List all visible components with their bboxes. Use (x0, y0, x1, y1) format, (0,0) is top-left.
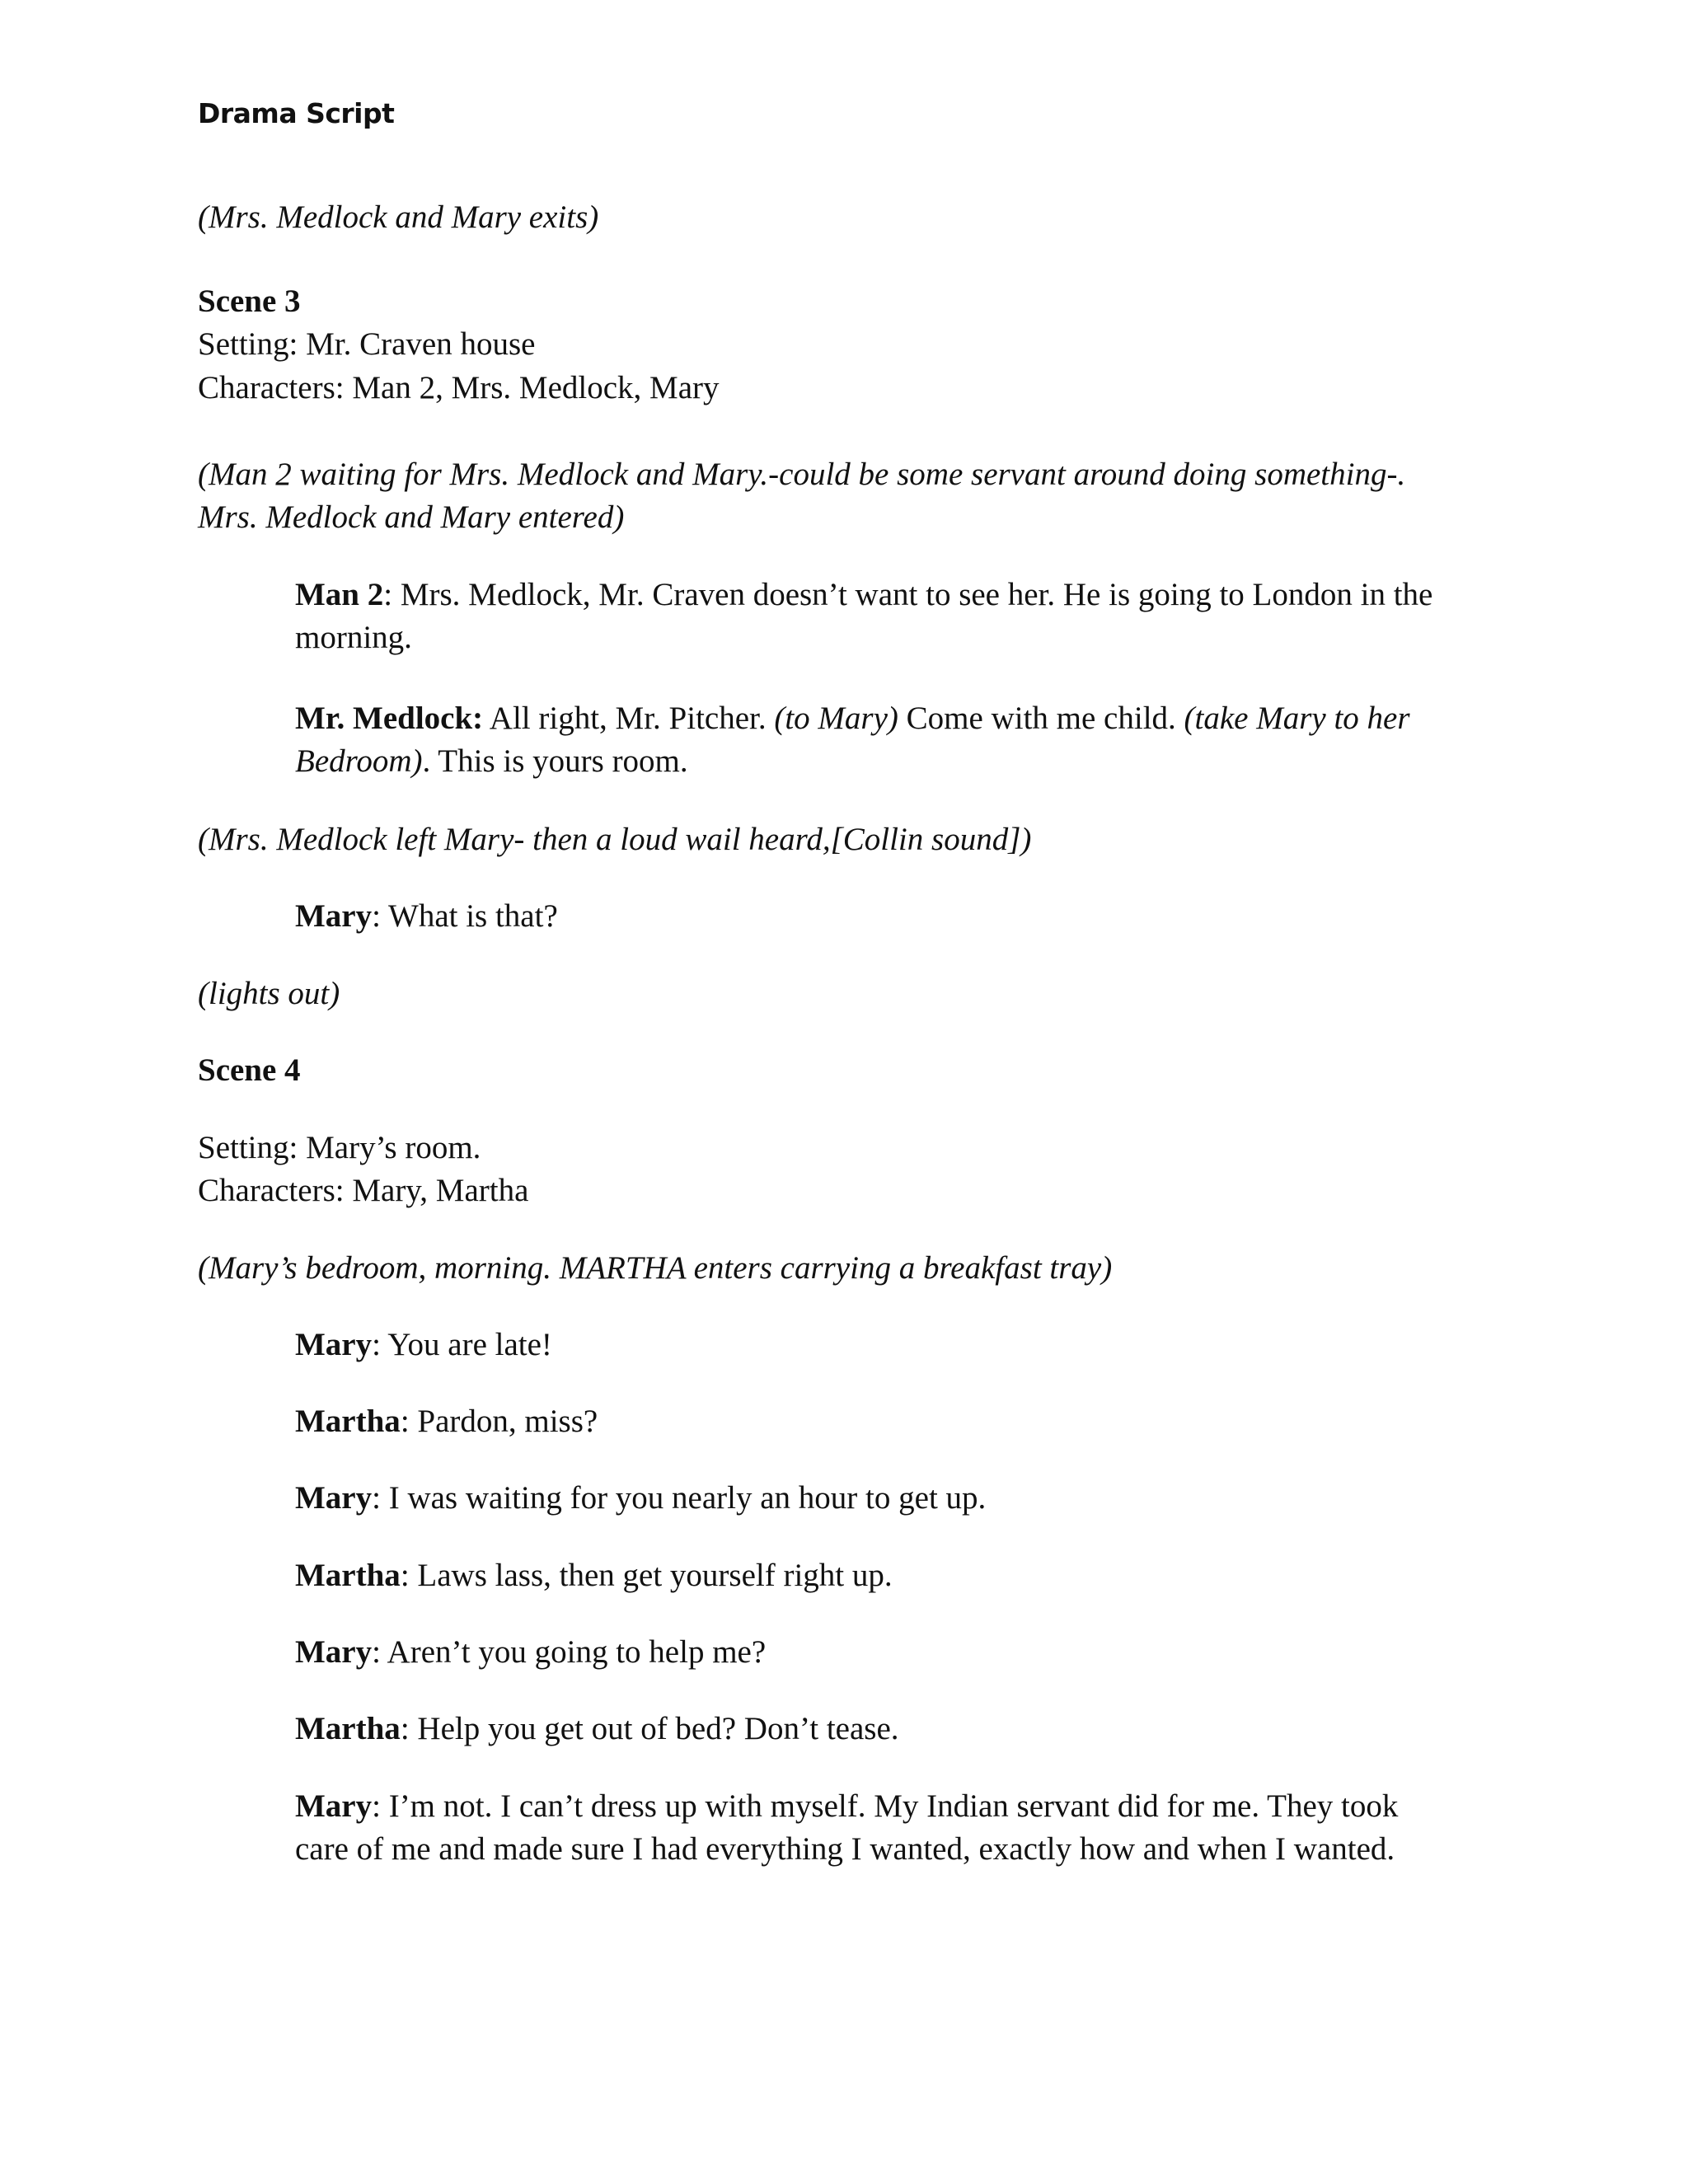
scene-heading: Scene 3 (198, 284, 301, 319)
dialogue-text: : You are late! (372, 1327, 552, 1362)
speaker-name: Martha (295, 1711, 401, 1746)
stage-direction: (lights out) (198, 976, 340, 1011)
speaker-name: Mary (295, 1480, 373, 1516)
dialogue-text: care of me and made sure I had everything I wanted, exactly how and when I wanted. (295, 1831, 1395, 1867)
stage-direction: (Mrs. Medlock and Mary exits) (198, 199, 599, 235)
speaker-name: Mr. Medlock: (295, 701, 484, 736)
dialogue-text: : What is that? (372, 898, 558, 934)
dialogue-text: : Aren’t you going to help me? (372, 1634, 767, 1670)
stage-direction: Mrs. Medlock and Mary entered) (198, 499, 625, 535)
dialogue-line (295, 1477, 986, 1520)
dialogue-line (295, 574, 1454, 659)
scene-characters: Characters: Mary, Martha (198, 1173, 529, 1208)
scene-setting: Setting: Mary’s room. (198, 1130, 481, 1165)
dialogue-line (295, 1631, 766, 1674)
scene-characters: Characters: Man 2, Mrs. Medlock, Mary (198, 370, 720, 405)
dialogue-line (295, 1708, 899, 1750)
dialogue-text: : I’m not. I can’t dress up with myself. My Indian servant did for me. They took (372, 1788, 1399, 1824)
dialogue-text: : Mrs. Medlock, Mr. Craven doesn’t want to see her. He is going to London in the (383, 577, 1433, 612)
dialogue-line (295, 895, 558, 938)
page-header: Drama Script (198, 97, 395, 129)
dialogue-text: morning. (295, 620, 412, 655)
stage-direction: (Mary’s bedroom, morning. MARTHA enters carrying a breakfast tray) (198, 1250, 1113, 1286)
speaker-name: Mary (295, 1788, 373, 1824)
dialogue-text: . This is yours room. (422, 743, 688, 779)
dialogue-text: : Laws lass, then get yourself right up. (400, 1558, 893, 1593)
stage-direction-inline: (to Mary) (774, 701, 898, 736)
stage-direction: (Mrs. Medlock left Mary- then a loud wail heard,[Collin sound]) (198, 822, 1032, 857)
speaker-name: Mary (295, 1634, 373, 1670)
speaker-name: Mary (295, 898, 373, 934)
stage-direction-inline: (take Mary to her (1184, 701, 1410, 736)
dialogue-line (295, 1324, 552, 1366)
dialogue-line (295, 697, 1454, 783)
dialogue-line (295, 1554, 893, 1597)
dialogue-line (295, 1400, 598, 1443)
stage-direction: (Man 2 waiting for Mrs. Medlock and Mary.-could be some servant around doing something-. (198, 457, 1406, 492)
stage-direction-inline: Bedroom) (295, 743, 423, 779)
scene-heading: Scene 4 (198, 1052, 301, 1088)
dialogue-text: : Help you get out of bed? Don’t tease. (400, 1711, 899, 1746)
dialogue-text: Come with me child. (898, 701, 1184, 736)
speaker-name: Mary (295, 1327, 373, 1362)
dialogue-line (295, 1785, 1454, 1871)
scene-setting: Setting: Mr. Craven house (198, 326, 536, 362)
speaker-name: Martha (295, 1404, 401, 1439)
speaker-name: Man 2 (295, 577, 384, 612)
dialogue-text: All right, Mr. Pitcher. (483, 701, 775, 736)
speaker-name: Martha (295, 1558, 401, 1593)
dialogue-text: : I was waiting for you nearly an hour to get up. (372, 1480, 987, 1516)
dialogue-text: : Pardon, miss? (400, 1404, 598, 1439)
